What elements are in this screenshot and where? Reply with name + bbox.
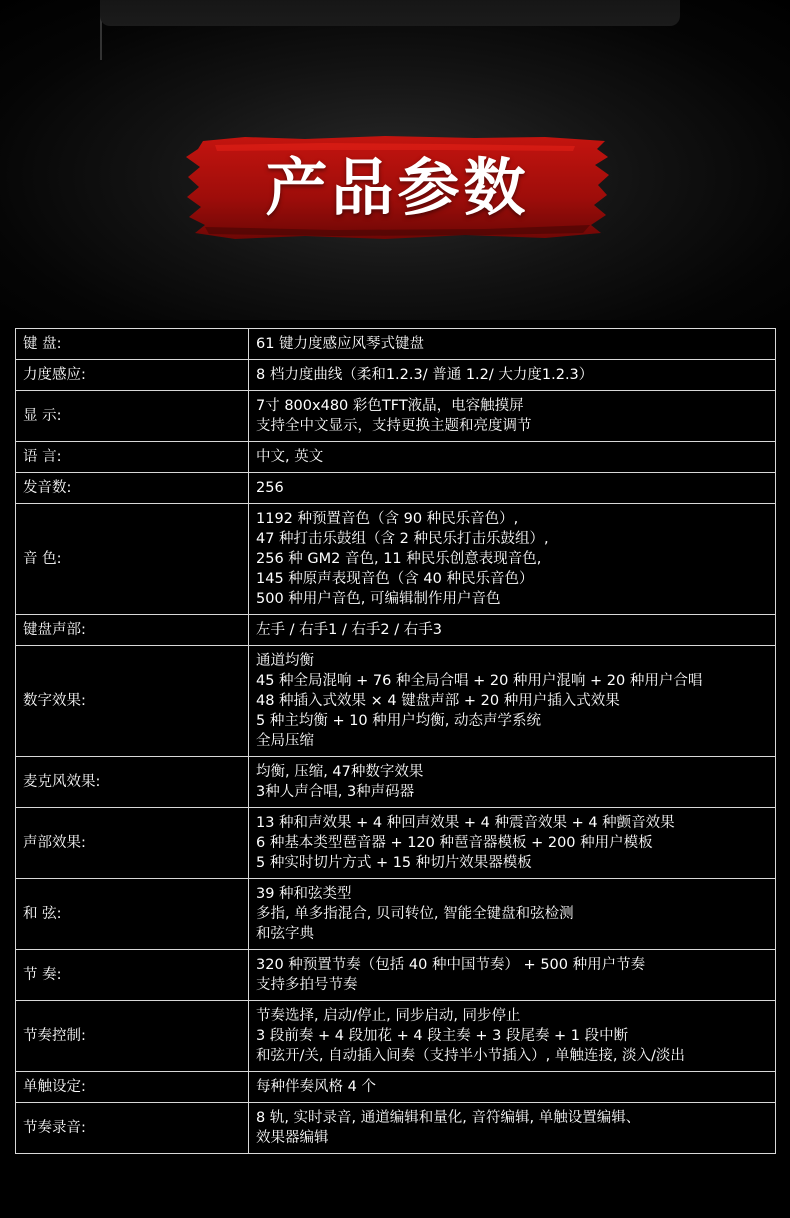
spec-value-line: 47 种打击乐鼓组（含 2 种民乐打击乐鼓组）,: [256, 531, 549, 547]
table-row: [16, 391, 776, 442]
spec-value: [249, 757, 776, 808]
spec-value-line: 支持全中文显示，支持更换主题和亮度调节: [256, 418, 532, 434]
spec-value: [249, 473, 776, 504]
spec-value: [249, 391, 776, 442]
spec-label: 数字效果:: [16, 646, 249, 757]
spec-value-line: 全局压缩: [256, 733, 314, 749]
spec-value-line: 145 种原声表现音色（含 40 种民乐音色）: [256, 571, 534, 587]
spec-label: 力度感应:: [16, 360, 249, 391]
spec-label: 节奏录音:: [16, 1103, 249, 1154]
spec-label: 单触设定:: [16, 1072, 249, 1103]
table-row: [16, 757, 776, 808]
spec-value: [249, 1072, 776, 1103]
spec-value-line: 6 种基本类型琶音器 + 120 种琶音器模板 + 200 种用户模板: [256, 835, 653, 851]
spec-label: 语 言:: [16, 442, 249, 473]
spec-value: [249, 879, 776, 950]
spec-value-line: 500 种用户音色, 可编辑制作用户音色: [256, 591, 501, 607]
banner-title: 产品参数: [265, 151, 530, 224]
spec-value-line: 多指, 单多指混合, 贝司转位, 智能全键盘和弦检测: [256, 906, 574, 922]
spec-label: 和 弦:: [16, 879, 249, 950]
spec-value: [249, 950, 776, 1001]
spec-value: [249, 808, 776, 879]
spec-value: [249, 646, 776, 757]
spec-value-line: 8 档力度曲线（柔和1.2.3/ 普通 1.2/ 大力度1.2.3）: [256, 367, 594, 383]
spec-value-line: 通道均衡: [256, 653, 314, 669]
spec-value-line: 和弦开/关, 自动插入间奏（支持半小节插入）, 单触连接, 淡入/淡出: [256, 1048, 685, 1064]
spec-value-line: 5 种实时切片方式 + 15 种切片效果器模板: [256, 855, 532, 871]
spec-label: 声部效果:: [16, 808, 249, 879]
spec-value: [249, 1103, 776, 1154]
table-row: [16, 646, 776, 757]
spec-value-line: 每种伴奏风格 4 个: [256, 1079, 376, 1095]
spec-value-line: 和弦字典: [256, 926, 314, 942]
spec-value-line: 效果器编辑: [256, 1130, 329, 1146]
spec-value-line: 3种人声合唱, 3种声码器: [256, 784, 415, 800]
spec-value-line: 39 种和弦类型: [256, 886, 352, 902]
table-row: [16, 442, 776, 473]
spec-label: 键盘声部:: [16, 615, 249, 646]
spec-value: [249, 1001, 776, 1072]
spec-label: 发音数:: [16, 473, 249, 504]
table-row: [16, 329, 776, 360]
spec-value-line: 45 种全局混响 + 76 种全局合唱 + 20 种用户混响 + 20 种用户合唱: [256, 673, 703, 689]
table-row: [16, 808, 776, 879]
spec-value-line: 节奏选择, 启动/停止, 同步启动, 同步停止: [256, 1008, 521, 1024]
spec-label: 音 色:: [16, 504, 249, 615]
spec-value-line: 8 轨, 实时录音, 通道编辑和量化, 音符编辑, 单触设置编辑、: [256, 1110, 641, 1126]
spec-value-line: 320 种预置节奏（包括 40 种中国节奏） + 500 种用户节奏: [256, 957, 646, 973]
spec-value-line: 左手 / 右手1 / 右手2 / 右手3: [256, 622, 442, 638]
table-row: [16, 950, 776, 1001]
spec-value-line: 256: [256, 480, 284, 496]
spec-value-line: 61 键力度感应风琴式键盘: [256, 336, 425, 352]
product-image: [100, 0, 680, 26]
spec-table: [15, 328, 776, 1154]
spec-label: 键 盘:: [16, 329, 249, 360]
spec-value-line: 支持多拍号节奏: [256, 977, 358, 993]
spec-value-line: 48 种插入式效果 × 4 键盘声部 + 20 种用户插入式效果: [256, 693, 620, 709]
table-row: [16, 615, 776, 646]
spec-value-line: 1192 种预置音色（含 90 种民乐音色）,: [256, 511, 519, 527]
spec-value: [249, 329, 776, 360]
table-row: [16, 879, 776, 950]
table-row: [16, 1072, 776, 1103]
spec-value: [249, 504, 776, 615]
spec-label: 节 奏:: [16, 950, 249, 1001]
spec-label: 麦克风效果:: [16, 757, 249, 808]
spec-value-line: 中文, 英文: [256, 449, 324, 465]
table-row: [16, 504, 776, 615]
spec-value-line: 256 种 GM2 音色, 11 种民乐创意表现音色,: [256, 551, 542, 567]
table-row: [16, 360, 776, 391]
spec-value-line: 7寸 800x480 彩色TFT液晶，电容触摸屏: [256, 398, 524, 414]
spec-value: [249, 360, 776, 391]
table-row: [16, 473, 776, 504]
spec-value: [249, 442, 776, 473]
spec-label: 显 示:: [16, 391, 249, 442]
table-row: [16, 1103, 776, 1154]
spec-value-line: 13 种和声效果 + 4 种回声效果 + 4 种震音效果 + 4 种颤音效果: [256, 815, 675, 831]
spec-value-line: 3 段前奏 + 4 段加花 + 4 段主奏 + 3 段尾奏 + 1 段中断: [256, 1028, 629, 1044]
spec-value-line: 均衡, 压缩, 47种数字效果: [256, 764, 424, 780]
spec-value-line: 5 种主均衡 + 10 种用户均衡, 动态声学系统: [256, 713, 541, 729]
spec-label: 节奏控制:: [16, 1001, 249, 1072]
spec-value: [249, 615, 776, 646]
table-row: [16, 1001, 776, 1072]
